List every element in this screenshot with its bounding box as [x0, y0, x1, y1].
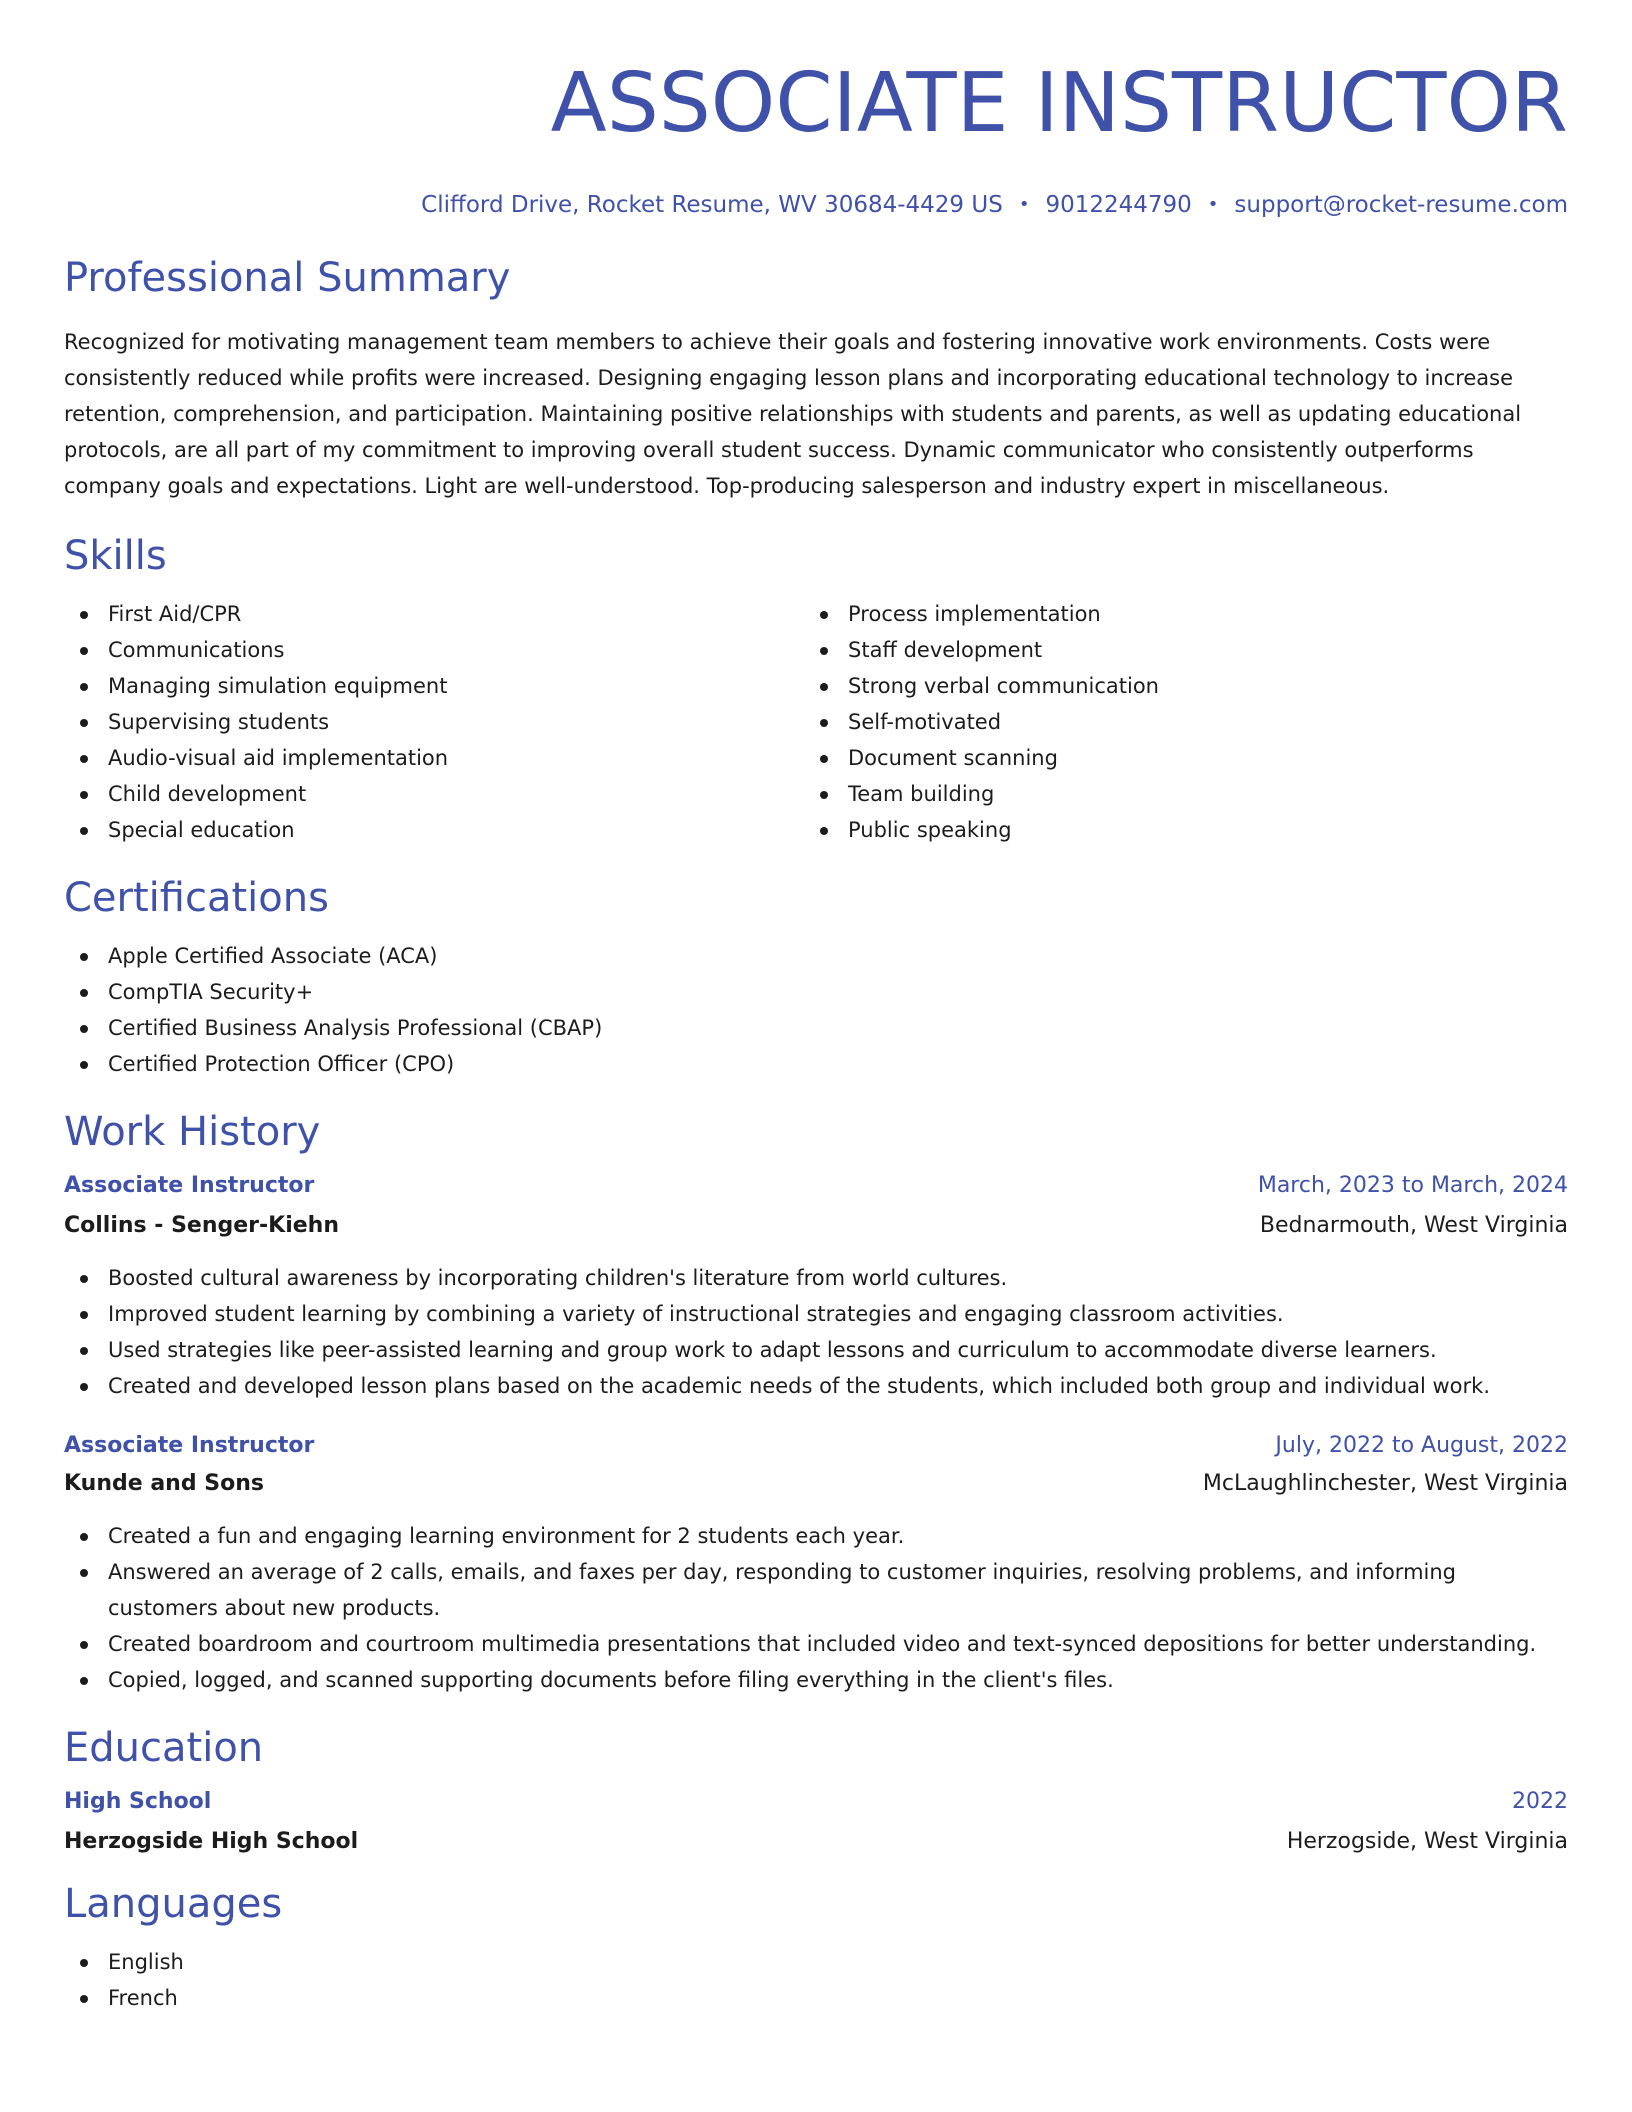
skills-list-right: [804, 596, 1544, 848]
language-item: French: [64, 1980, 1568, 2016]
job-company: Kunde and Sons: [64, 1471, 264, 1496]
skill-item: First Aid/CPR: [64, 596, 804, 632]
skills-heading: Skills: [64, 533, 167, 579]
skill-item: Child development: [64, 776, 804, 812]
job-header-row: [64, 1168, 1568, 1204]
skill-item: Special education: [64, 812, 804, 848]
job-header-row: [64, 1428, 1568, 1464]
language-item: English: [64, 1944, 1568, 1980]
job-title: Associate Instructor: [64, 1433, 315, 1458]
contact-line: [64, 190, 1568, 220]
job-bullet: Created a fun and engaging learning environment for 2 students each year.: [64, 1518, 1568, 1554]
certification-item: CompTIA Security+: [64, 974, 1568, 1010]
skill-item: Staff development: [804, 632, 1544, 668]
job-bullet: Used strategies like peer-assisted learning and group work to adapt lessons and curriculum to accommodate diverse learners.: [64, 1332, 1568, 1368]
job-bullet: Copied, logged, and scanned supporting documents before filing everything in the client's files.: [64, 1662, 1568, 1698]
job-dates: March, 2023 to March, 2024: [1257, 1173, 1568, 1198]
job-company-row: [64, 1466, 1568, 1502]
skill-item: Team building: [804, 776, 1544, 812]
summary-heading: Professional Summary: [64, 255, 511, 301]
education-location: Herzogside, West Virginia: [1286, 1829, 1568, 1854]
skill-item: Supervising students: [64, 704, 804, 740]
job-title: Associate Instructor: [64, 1173, 315, 1198]
skill-item: Document scanning: [804, 740, 1544, 776]
contact-separator: •: [1018, 194, 1030, 215]
certifications-list: [64, 938, 1568, 1082]
skill-item: Communications: [64, 632, 804, 668]
job-company: Collins - Senger-Kiehn: [64, 1213, 339, 1238]
education-degree: High School: [64, 1789, 212, 1814]
job-location: McLaughlinchester, West Virginia: [1202, 1471, 1568, 1496]
education-school: Herzogside High School: [64, 1829, 359, 1854]
skill-item: Managing simulation equipment: [64, 668, 804, 704]
skills-grid: [64, 596, 1568, 848]
contact-address: Clifford Drive, Rocket Resume, WV 30684-4429 US: [421, 192, 1003, 218]
summary-text: Recognized for motivating management team members to achieve their goals and fostering innovative work environments. Costs were consistently reduced while profits were increased. Designing engaging lesson plans and incorporating educational technology to increase retention, comprehension, and participation. Maintaining positive relationships with students and parents, as well as updating educational protocols, are all part of my commitment to improving overall student success. Dynamic communicator who consistently outperforms company goals and expectations. Light are well-understood. Top-producing salesperson and industry expert in miscellaneous.: [64, 330, 1522, 498]
certification-item: Certified Business Analysis Professional (CBAP): [64, 1010, 1568, 1046]
skill-item: Self-motivated: [804, 704, 1544, 740]
job-entry: [64, 1428, 1568, 1698]
skill-item: Audio-visual aid implementation: [64, 740, 804, 776]
job-bullet: Boosted cultural awareness by incorporating children's literature from world cultures.: [64, 1260, 1568, 1296]
job-bullet: Improved student learning by combining a variety of instructional strategies and engaging classroom activities.: [64, 1296, 1568, 1332]
job-location: Bednarmouth, West Virginia: [1259, 1213, 1568, 1238]
job-bullet: Created boardroom and courtroom multimedia presentations that included video and text-synced depositions for better understanding.: [64, 1626, 1568, 1662]
skill-item: Public speaking: [804, 812, 1544, 848]
job-bullets: [64, 1518, 1568, 1698]
job-bullet: Created and developed lesson plans based on the academic needs of the students, which included both group and individual work.: [64, 1368, 1568, 1404]
languages-list: [64, 1944, 1568, 2016]
education-year: 2022: [1512, 1789, 1568, 1814]
job-bullet: Answered an average of 2 calls, emails, and faxes per day, responding to customer inquiries, resolving problems, and informing customers about new products.: [64, 1554, 1568, 1626]
education-header-row: [64, 1784, 1568, 1820]
skill-item: Process implementation: [804, 596, 1544, 632]
job-company-row: [64, 1208, 1568, 1244]
skills-list-left: [64, 596, 804, 848]
job-entry: [64, 1168, 1568, 1404]
resume-name: ASSOCIATE INSTRUCTOR: [550, 56, 1568, 151]
education-heading: Education: [64, 1725, 264, 1771]
contact-separator: •: [1207, 194, 1219, 215]
certification-item: Apple Certified Associate (ACA): [64, 938, 1568, 974]
work-history-heading: Work History: [64, 1109, 321, 1155]
languages-heading: Languages: [64, 1881, 283, 1927]
certifications-heading: Certifications: [64, 875, 329, 921]
job-bullets: [64, 1260, 1568, 1404]
contact-email[interactable]: support@rocket-resume.com: [1234, 192, 1568, 218]
certification-item: Certified Protection Officer (CPO): [64, 1046, 1568, 1082]
education-entry: [64, 1784, 1568, 1860]
contact-phone: 9012244790: [1045, 192, 1192, 218]
education-school-row: [64, 1824, 1568, 1860]
job-dates: July, 2022 to August, 2022: [1275, 1433, 1568, 1458]
skill-item: Strong verbal communication: [804, 668, 1544, 704]
